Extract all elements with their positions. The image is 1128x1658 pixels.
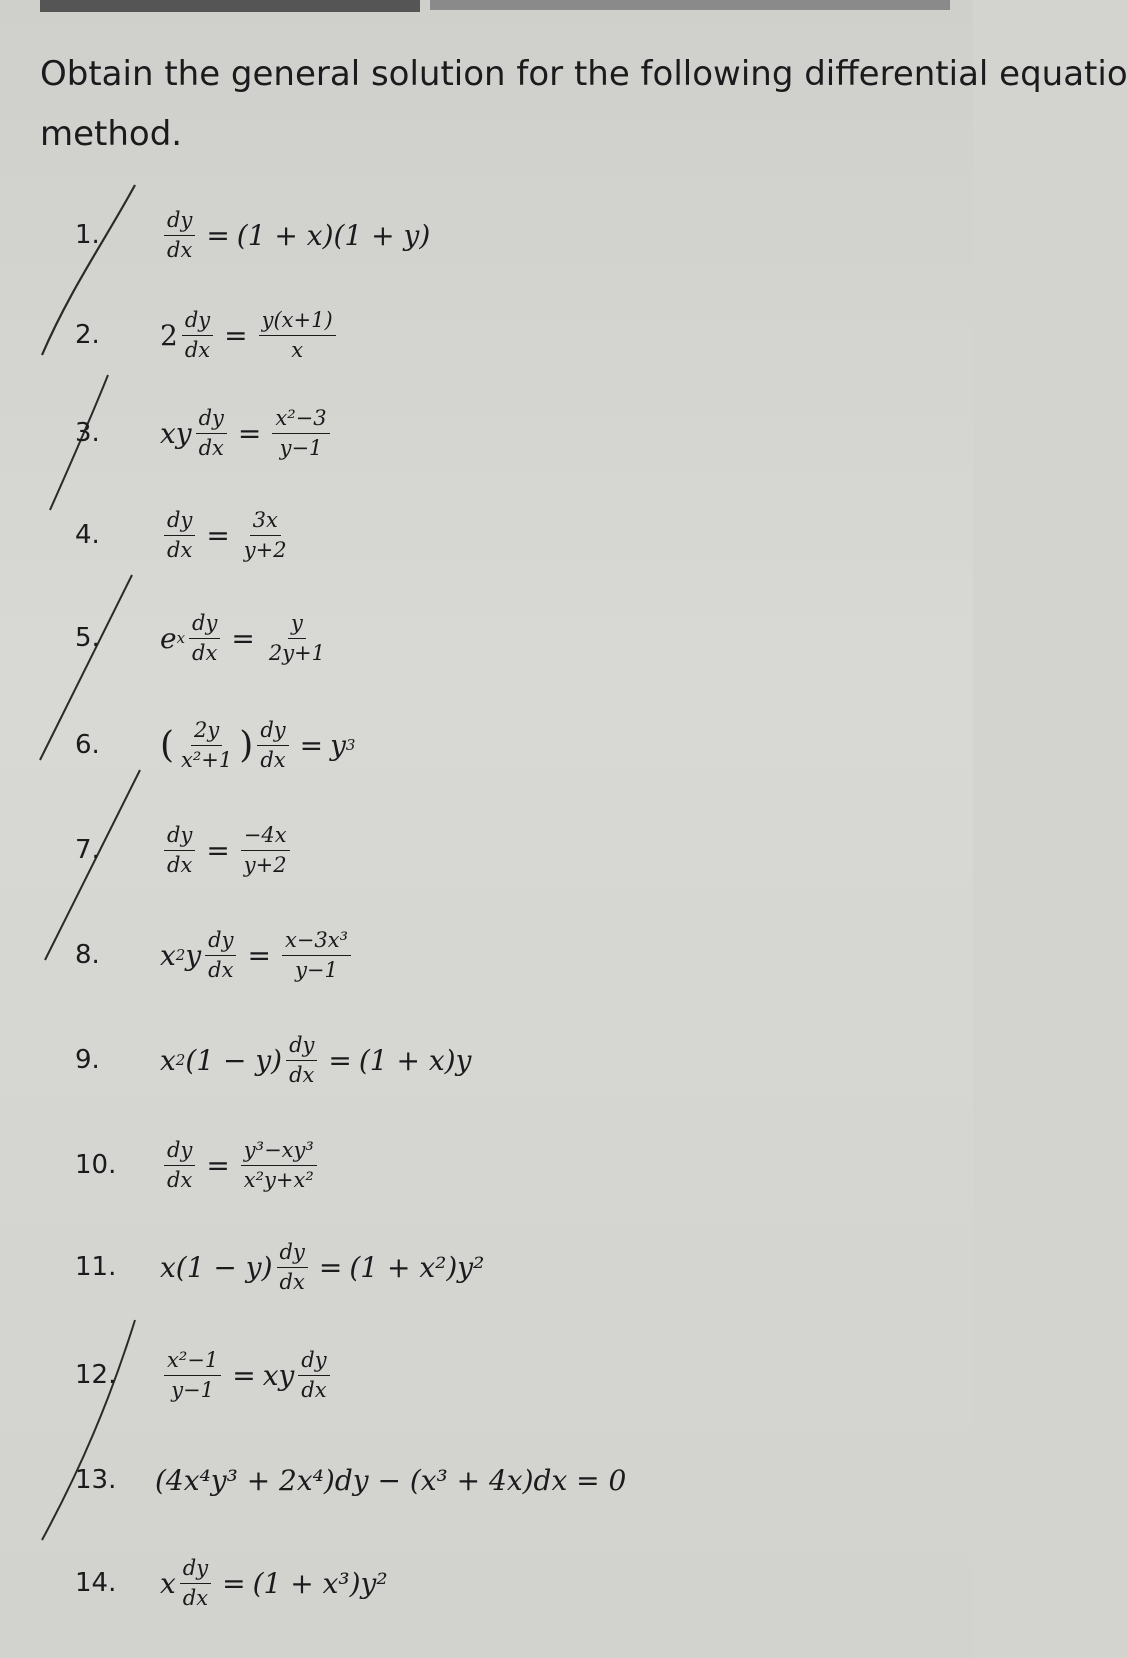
pre-fraction: [178, 718, 235, 773]
problem-6: [75, 710, 955, 780]
denominator: dx: [279, 1269, 305, 1294]
right-side: xy: [262, 1358, 295, 1392]
problem-7: [75, 815, 955, 885]
denominator: 2y+1: [268, 640, 326, 665]
denominator: dx: [182, 1585, 209, 1610]
coefficient: x(1 − y): [160, 1250, 273, 1284]
rhs-fraction: [241, 823, 290, 878]
problem-11: [75, 1232, 955, 1302]
denominator: dx: [192, 640, 218, 665]
left-paren: (: [160, 724, 175, 766]
derivative-fraction: [277, 1240, 308, 1295]
problem-number: 10.: [75, 1150, 117, 1180]
instructions-line-1: Obtain the general solution for the following differential equatio: [40, 54, 1128, 94]
numerator: dy: [196, 406, 227, 434]
coefficient: e: [160, 621, 177, 655]
numerator: dy: [298, 1348, 329, 1376]
instructions-line-2: method.: [40, 114, 183, 154]
derivative-fraction: [164, 508, 195, 563]
denominator: x²+1: [181, 747, 233, 772]
equation: [160, 398, 334, 468]
problem-number: 2.: [75, 320, 100, 350]
denominator: y+2: [243, 852, 287, 877]
denominator: x²y+x²: [243, 1167, 314, 1192]
problem-number: 3.: [75, 418, 100, 448]
equation: [160, 200, 430, 270]
problem-3: [75, 398, 955, 468]
coefficient: x: [160, 1043, 176, 1077]
problem-number: 13.: [75, 1465, 117, 1495]
problem-14: [75, 1548, 955, 1618]
problem-number: 8.: [75, 940, 100, 970]
denominator: y−1: [295, 957, 338, 982]
numerator: dy: [180, 1556, 211, 1584]
numerator: dy: [257, 718, 288, 746]
equals-sign: =: [247, 938, 271, 972]
problem-number: 6.: [75, 730, 100, 760]
coefficient-2: (1 − y): [185, 1043, 283, 1077]
numerator: x²−3: [272, 406, 329, 434]
numerator: dy: [164, 208, 195, 236]
numerator: dy: [164, 1138, 195, 1166]
equals-sign: =: [237, 416, 262, 450]
equals-sign: =: [328, 1043, 352, 1077]
instructions: [40, 44, 1128, 164]
equals-sign: =: [206, 1148, 230, 1182]
problem-number: 14.: [75, 1568, 117, 1598]
numerator: 3x: [250, 508, 281, 536]
full-equation: (4x⁴y³ + 2x⁴)dy − (x³ + 4x)dx = 0: [155, 1463, 627, 1497]
denominator: dx: [260, 747, 286, 772]
equation: [160, 603, 332, 673]
equals-sign: =: [318, 1250, 343, 1284]
equals-sign: =: [206, 833, 230, 867]
right-side: (1 + x³)y²: [252, 1566, 388, 1600]
numerator: dy: [277, 1240, 308, 1268]
right-side: (1 + x)(1 + y): [236, 218, 431, 252]
numerator: x−3x³: [282, 928, 351, 956]
derivative-fraction: [196, 406, 227, 461]
equation: [155, 1445, 626, 1515]
denominator: dx: [184, 337, 211, 362]
numerator: y: [288, 611, 306, 639]
equals-sign: =: [224, 318, 248, 352]
denominator: dx: [167, 237, 193, 262]
coefficient: xy: [160, 416, 192, 450]
right-side: (1 + x)y: [358, 1043, 472, 1077]
exponent: 2: [175, 946, 186, 964]
top-rule-light: [430, 0, 950, 10]
rhs-fraction: [259, 308, 336, 363]
coefficient: 2: [160, 318, 178, 352]
problem-13: [75, 1445, 955, 1515]
problem-number: 7.: [75, 835, 100, 865]
problem-8: [75, 920, 955, 990]
numerator: dy: [205, 928, 236, 956]
problem-5: [75, 603, 955, 673]
problem-number: 12.: [75, 1360, 117, 1390]
numerator: x²−1: [164, 1348, 221, 1376]
numerator: dy: [286, 1033, 317, 1061]
derivative-fraction: [180, 1556, 211, 1611]
denominator: dx: [167, 852, 193, 877]
problem-9: [75, 1025, 955, 1095]
equation: [160, 1340, 334, 1410]
derivative-fraction: [164, 1138, 195, 1193]
problem-1: [75, 200, 955, 270]
right-paren: ): [239, 724, 254, 766]
rhs-fraction: [266, 611, 328, 666]
denominator: y−1: [279, 435, 323, 460]
numerator: dy: [164, 823, 195, 851]
derivative-fraction: [298, 1348, 329, 1403]
numerator: dy: [164, 508, 195, 536]
denominator: dx: [167, 537, 193, 562]
denominator: x: [291, 337, 304, 362]
rhs-fraction: [282, 928, 351, 983]
coefficient: x: [160, 1566, 176, 1600]
numerator: dy: [189, 611, 220, 639]
derivative-fraction: [182, 308, 213, 363]
problem-number: 9.: [75, 1045, 100, 1075]
exponent: 3: [345, 736, 356, 754]
equation: [160, 1232, 484, 1302]
equation: [160, 710, 355, 780]
numerator: y³−xy³: [241, 1138, 317, 1166]
equation: [160, 1548, 388, 1618]
coefficient-2: y: [185, 938, 202, 972]
equals-sign: =: [232, 1358, 256, 1392]
right-side: (1 + x²)y²: [349, 1250, 485, 1284]
rhs-fraction: [241, 508, 290, 563]
derivative-fraction: [286, 1033, 317, 1088]
equation: [160, 1025, 471, 1095]
derivative-fraction: [189, 611, 220, 666]
problem-2: [75, 300, 955, 370]
coefficient: x: [160, 938, 176, 972]
equals-sign: =: [231, 621, 255, 655]
equals-sign: =: [206, 518, 230, 552]
equation: [160, 300, 340, 370]
derivative-fraction: [257, 718, 288, 773]
equation: [160, 920, 355, 990]
derivative-fraction: [164, 823, 195, 878]
equation: [160, 1130, 321, 1200]
numerator: 2y: [191, 718, 222, 746]
equals-sign: =: [222, 1566, 246, 1600]
denominator: dx: [167, 1167, 193, 1192]
problem-4: [75, 500, 955, 570]
numerator: y(x+1): [259, 308, 336, 336]
pre-fraction: [164, 1348, 221, 1403]
denominator: dx: [289, 1062, 315, 1087]
problem-number: 4.: [75, 520, 100, 550]
problem-number: 1.: [75, 220, 100, 250]
denominator: dx: [208, 957, 234, 982]
problem-number: 5.: [75, 623, 100, 653]
denominator: y−1: [171, 1377, 215, 1402]
right-side: y: [330, 728, 346, 762]
rhs-fraction: [241, 1138, 317, 1193]
denominator: dx: [301, 1377, 327, 1402]
problem-10: [75, 1130, 955, 1200]
derivative-fraction: [164, 208, 195, 263]
equals-sign: =: [206, 218, 230, 252]
problem-number: 11.: [75, 1252, 117, 1282]
rhs-fraction: [272, 406, 329, 461]
equation: [160, 500, 294, 570]
top-rule: [40, 0, 420, 12]
denominator: y+2: [243, 537, 287, 562]
exponent: x: [176, 629, 186, 647]
denominator: dx: [198, 435, 224, 460]
exponent: 2: [175, 1051, 186, 1069]
derivative-fraction: [205, 928, 236, 983]
equation: [160, 815, 294, 885]
equals-sign: =: [299, 728, 324, 762]
problem-12: [75, 1340, 955, 1410]
numerator: dy: [182, 308, 213, 336]
numerator: −4x: [241, 823, 290, 851]
